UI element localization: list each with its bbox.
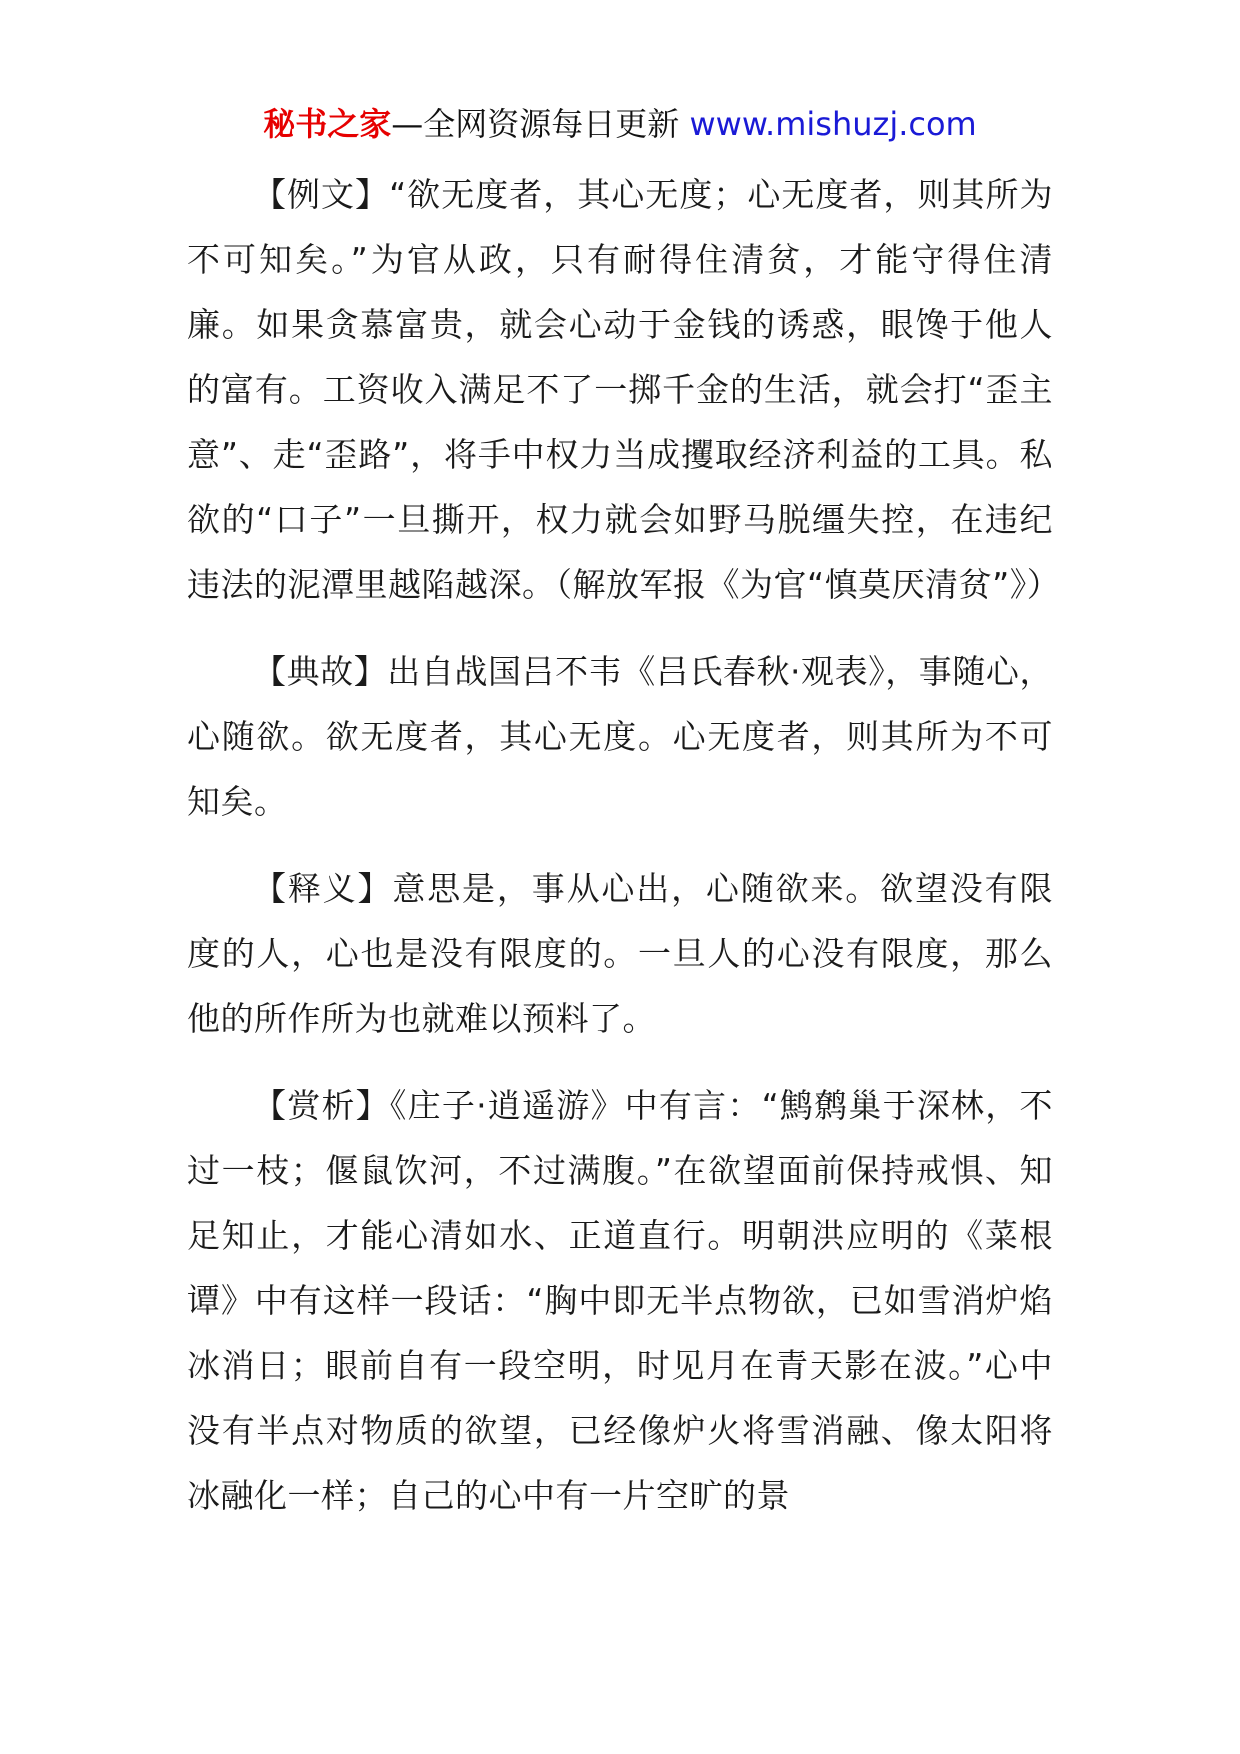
- brand-name: 秘书之家: [263, 105, 392, 143]
- page-header: [0, 100, 1240, 148]
- paragraph-allusion: 【典故】出自战国吕不韦《吕氏春秋·观表》，事随心，心随欲。欲无度者，其心无度。心无度者，则其所为不可知矣。: [187, 652, 1053, 821]
- site-url-link[interactable]: www.mishuzj.com: [689, 105, 977, 143]
- paragraph-appreciation: 【赏析】《庄子·逍遥游》中有言：“鹪鹩巢于深林，不过一枝；偃鼠饮河，不过满腹。”在欲望面前保持戒惧、知足知止，才能心清如水、正道直行。明朝洪应明的《菜根谭》中有这样一段话：“胸中即无半点物欲，已如雪消炉焰冰消日；眼前自有一段空明，时见月在青天影在波。”心中没有半点对物质的欲望，已经像炉火将雪消融、像太阳将冰融化一样；自己的心中有一片空旷的景: [187, 1086, 1053, 1515]
- document-body: [187, 162, 1061, 1550]
- header-slogan: —全网资源每日更新: [391, 105, 690, 143]
- paragraph-meaning: 【释义】意思是，事从心出，心随欲来。欲望没有限度的人，心也是没有限度的。一旦人的心没有限度，那么他的所作所为也就难以预料了。: [187, 869, 1053, 1038]
- paragraph-example: 【例文】“欲无度者，其心无度；心无度者，则其所为不可知矣。”为官从政，只有耐得住清贫，才能守得住清廉。如果贪慕富贵，就会心动于金钱的诱惑，眼馋于他人的富有。工资收入满足不了一掷千金的生活，就会打“歪主意”、走“歪路”，将手中权力当成攫取经济利益的工具。私欲的“口子”一旦撕开，权力就会如野马脱缰失控，在违纪违法的泥潭里越陷越深。（解放军报《为官“慎莫厌清贫”》）: [187, 175, 1061, 604]
